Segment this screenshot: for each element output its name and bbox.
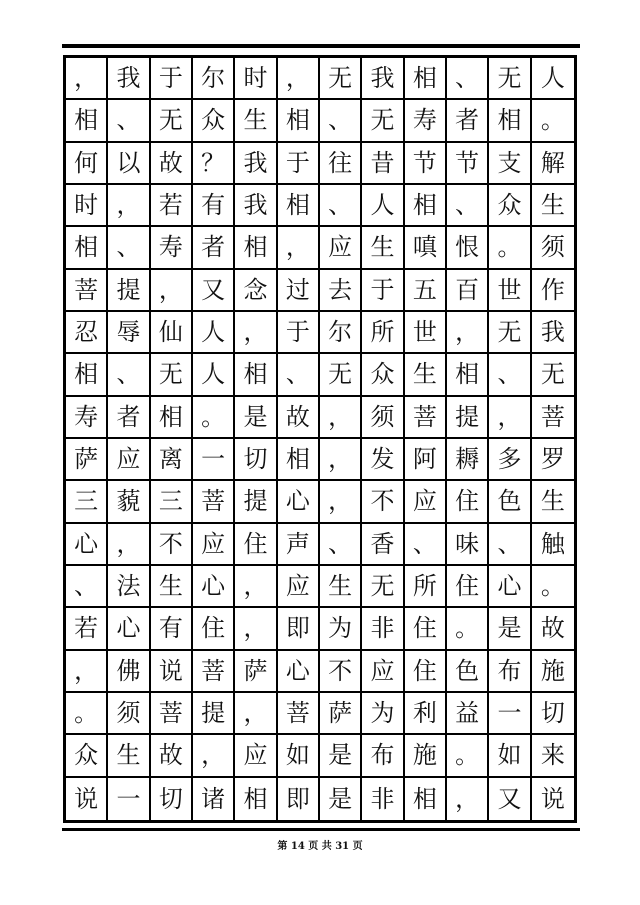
grid-cell: 应: [278, 566, 320, 608]
grid-cell: 相: [278, 100, 320, 142]
grid-cell: 有: [193, 185, 235, 227]
grid-cell: 即: [278, 608, 320, 650]
grid-cell: 我: [362, 58, 404, 100]
grid-cell: 住: [405, 608, 447, 650]
grid-cell: 相: [66, 354, 108, 396]
grid-cell: 我: [532, 312, 574, 354]
grid-cell: 心: [108, 608, 150, 650]
grid-cell: 者: [108, 397, 150, 439]
grid-cell: 去: [320, 270, 362, 312]
grid-cell: 嗔: [405, 227, 447, 269]
grid-cell: 寿: [405, 100, 447, 142]
grid-cell: 世: [405, 312, 447, 354]
grid-cell: 生: [151, 566, 193, 608]
grid-cell: 若: [151, 185, 193, 227]
grid-cell: 者: [447, 100, 489, 142]
grid-cell: ，: [108, 185, 150, 227]
grid-cell: ，: [108, 524, 150, 566]
grid-cell: 法: [108, 566, 150, 608]
grid-cell: 为: [362, 693, 404, 735]
grid-cell: 尔: [193, 58, 235, 100]
grid-cell: 如: [278, 735, 320, 777]
grid-cell: 所: [405, 566, 447, 608]
grid-cell: 尔: [320, 312, 362, 354]
grid-cell: 生: [532, 185, 574, 227]
grid-cell: 来: [532, 735, 574, 777]
grid-cell: 利: [405, 693, 447, 735]
grid-cell: 无: [489, 58, 531, 100]
grid-cell: 无: [532, 354, 574, 396]
grid-cell: 菩: [405, 397, 447, 439]
grid-cell: 、: [108, 227, 150, 269]
grid-cell: 心: [193, 566, 235, 608]
page-number: 第 14 页 共 31 页: [277, 841, 363, 852]
grid-cell: 提: [447, 397, 489, 439]
grid-cell: 过: [278, 270, 320, 312]
top-rule: [62, 44, 580, 48]
grid-cell: 一: [489, 693, 531, 735]
grid-cell: 心: [66, 524, 108, 566]
grid-cell: 于: [362, 270, 404, 312]
grid-cell: 施: [532, 651, 574, 693]
grid-cell: 支: [489, 143, 531, 185]
grid-cell: 住: [447, 481, 489, 523]
grid-cell: 、: [320, 100, 362, 142]
grid-cell: 触: [532, 524, 574, 566]
grid-cell: ，: [235, 608, 277, 650]
grid-cell: 相: [235, 778, 277, 820]
grid-cell: 说: [540, 784, 565, 813]
grid-cell: 色: [447, 651, 489, 693]
grid-cell: 无: [320, 354, 362, 396]
grid-cell: 节: [447, 143, 489, 185]
grid-cell: 相: [235, 354, 277, 396]
grid-cell: 故: [532, 608, 574, 650]
grid-cell: 即: [278, 778, 320, 820]
grid-cell: 相: [405, 778, 447, 820]
grid-cell: 说: [151, 651, 193, 693]
grid-cell: 菩: [193, 481, 235, 523]
grid-cell: 生: [405, 354, 447, 396]
grid-cell: 耨: [447, 439, 489, 481]
grid-cell: 声: [278, 524, 320, 566]
grid-cell: 切: [151, 778, 193, 820]
grid-cell: 离: [151, 439, 193, 481]
grid-cell: 故: [278, 397, 320, 439]
grid-cell: 相: [151, 397, 193, 439]
grid-cell: 相: [66, 100, 108, 142]
grid-cell: 布: [489, 651, 531, 693]
grid-cell: 所: [362, 312, 404, 354]
grid-cell: 于: [278, 312, 320, 354]
grid-cell: 是: [235, 397, 277, 439]
grid-cell: 三: [66, 481, 108, 523]
grid-cell: 众: [66, 735, 108, 777]
grid-cell: 切: [532, 693, 574, 735]
grid-cell: 解: [532, 143, 574, 185]
grid-cell: 无: [151, 354, 193, 396]
grid-cell: 应: [108, 439, 150, 481]
grid-cell: 住: [447, 566, 489, 608]
grid-cell: 生: [532, 481, 574, 523]
grid-cell: 应: [193, 524, 235, 566]
grid-cell: 众: [489, 185, 531, 227]
grid-cell: ，: [235, 693, 277, 735]
grid-cell: 相: [235, 227, 277, 269]
grid-cell: 菩: [66, 270, 108, 312]
grid-cell: ，: [235, 312, 277, 354]
grid-cell: 、: [278, 354, 320, 396]
grid-cell: 我: [235, 143, 277, 185]
grid-cell: 。: [489, 227, 531, 269]
grid-cell: 时: [66, 185, 108, 227]
grid-cell: 相: [405, 185, 447, 227]
grid-cell: ，: [489, 397, 531, 439]
grid-cell: 若: [66, 608, 108, 650]
grid-cell: 无: [362, 566, 404, 608]
grid-cell: ，: [320, 439, 362, 481]
grid-cell: 菩: [278, 693, 320, 735]
grid-cell: 是: [320, 778, 362, 820]
grid-cell: 罗: [532, 439, 574, 481]
grid-cell: 寿: [151, 227, 193, 269]
grid-cell: 世: [489, 270, 531, 312]
grid-cell: 故: [151, 143, 193, 185]
grid-cell: 、: [489, 354, 531, 396]
grid-cell: 。: [447, 608, 489, 650]
grid-cell: 无: [151, 100, 193, 142]
grid-cell: 作: [532, 270, 574, 312]
grid-cell: 生: [108, 735, 150, 777]
grid-cell: 我: [108, 58, 150, 100]
grid-cell: 相: [278, 185, 320, 227]
grid-cell: 住: [193, 608, 235, 650]
grid-cell: 相: [405, 58, 447, 100]
grid-cell: ，: [66, 651, 108, 693]
grid-cell: ，: [447, 778, 489, 820]
grid-cell: 菩: [193, 651, 235, 693]
grid-cell: 相: [489, 100, 531, 142]
grid-cell: 萨: [320, 693, 362, 735]
grid-cell: 不: [151, 524, 193, 566]
grid-cell: 多: [489, 439, 531, 481]
grid-cell: 相: [278, 439, 320, 481]
grid-cell: 提: [193, 693, 235, 735]
grid-cell: 、: [320, 185, 362, 227]
grid-cell: 又: [489, 778, 531, 820]
grid-cell: 须: [108, 693, 150, 735]
grid-cell: 为: [320, 608, 362, 650]
grid-cell: 藐: [108, 481, 150, 523]
grid-cell: 相: [447, 354, 489, 396]
grid-cell: 应: [405, 481, 447, 523]
grid-cell: 应: [235, 735, 277, 777]
grid-cell: 阿: [405, 439, 447, 481]
grid-cell: 说: [66, 778, 108, 820]
grid-cell: ？: [193, 143, 235, 185]
grid-cell: 生: [362, 227, 404, 269]
grid-cell: 一: [193, 439, 235, 481]
grid-cell: 。: [447, 735, 489, 777]
grid-cell: 昔: [362, 143, 404, 185]
grid-cell: 人: [193, 354, 235, 396]
grid-cell: 忍: [66, 312, 108, 354]
grid-cell: 色: [489, 481, 531, 523]
grid-cell: 无: [489, 312, 531, 354]
calligraphy-grid: [63, 55, 577, 823]
grid-cell: 施: [405, 735, 447, 777]
grid-cell: 何: [66, 143, 108, 185]
grid-cell: 益: [447, 693, 489, 735]
grid-cell: 无: [362, 100, 404, 142]
grid-cell: 恨: [447, 227, 489, 269]
grid-cell: 、: [108, 100, 150, 142]
grid-cell: ，: [278, 227, 320, 269]
grid-cell: 者: [193, 227, 235, 269]
grid-cell: 住: [235, 524, 277, 566]
grid-cell: 节: [405, 143, 447, 185]
grid-cell: 应: [362, 651, 404, 693]
grid-cell: 生: [235, 100, 277, 142]
grid-cell: 诸: [193, 778, 235, 820]
grid-cell: 是: [320, 735, 362, 777]
grid-cell: 人: [193, 312, 235, 354]
grid-cell: 。: [66, 693, 108, 735]
grid-cell: 三: [151, 481, 193, 523]
grid-cell: 众: [193, 100, 235, 142]
grid-cell: 不: [320, 651, 362, 693]
grid-cell: 故: [151, 735, 193, 777]
grid-cell: 仙: [151, 312, 193, 354]
grid-cell: 辱: [108, 312, 150, 354]
grid-cell: 须: [362, 397, 404, 439]
grid-cell: 五: [405, 270, 447, 312]
grid-cell: ，: [66, 58, 108, 100]
grid-cell: 非: [362, 608, 404, 650]
grid-cell: 应: [320, 227, 362, 269]
grid-cell: 非: [362, 778, 404, 820]
grid-cell: ，: [278, 58, 320, 100]
grid-cell: 又: [193, 270, 235, 312]
grid-cell: 心: [278, 651, 320, 693]
grid-cell: 心: [489, 566, 531, 608]
grid-cell: 萨: [66, 439, 108, 481]
grid-cell: ，: [320, 397, 362, 439]
grid-cell: 人: [362, 185, 404, 227]
grid-cell: 于: [278, 143, 320, 185]
grid-cell: ，: [320, 481, 362, 523]
grid-cell: 、: [447, 58, 489, 100]
grid-cell: 往: [320, 143, 362, 185]
grid-cell: 萨: [235, 651, 277, 693]
grid-cell: 一: [108, 778, 150, 820]
grid-cell: 提: [108, 270, 150, 312]
grid-cell: ，: [193, 735, 235, 777]
grid-cell: 。: [532, 100, 574, 142]
grid-cell: 百: [447, 270, 489, 312]
grid-cell: 有: [151, 608, 193, 650]
grid-cell: 香: [362, 524, 404, 566]
grid-cell: 念: [235, 270, 277, 312]
grid-cell: ，: [151, 270, 193, 312]
grid-cell: 无: [320, 58, 362, 100]
grid-cell: 。: [193, 397, 235, 439]
grid-cell: 是: [489, 608, 531, 650]
grid-cell: 菩: [532, 397, 574, 439]
grid-cell: 不: [362, 481, 404, 523]
grid-cell: 以: [108, 143, 150, 185]
grid-cell: 生: [320, 566, 362, 608]
grid-cell: 发: [362, 439, 404, 481]
grid-cell: 须: [532, 227, 574, 269]
grid-cell: 、: [108, 354, 150, 396]
grid-cell: 住: [405, 651, 447, 693]
grid-cell: 心: [278, 481, 320, 523]
grid-cell: 相: [66, 227, 108, 269]
grid-cell: 。: [532, 566, 574, 608]
grid-cell: 、: [447, 185, 489, 227]
grid-cell: 人: [532, 58, 574, 100]
grid-cell: 如: [489, 735, 531, 777]
grid-cell: 切: [235, 439, 277, 481]
grid-cell: 味: [447, 524, 489, 566]
grid-cell: ，: [235, 566, 277, 608]
grid-cell: 、: [489, 524, 531, 566]
grid-cell: 于: [151, 58, 193, 100]
grid-cell: 、: [66, 566, 108, 608]
grid-cell: 、: [320, 524, 362, 566]
grid-cell: 菩: [151, 693, 193, 735]
grid-cell: 佛: [108, 651, 150, 693]
grid-cell: 布: [362, 735, 404, 777]
grid-cell: 时: [235, 58, 277, 100]
grid-cell: 寿: [66, 397, 108, 439]
bottom-rule: [62, 828, 580, 831]
grid-cell: 提: [235, 481, 277, 523]
grid-cell: 众: [362, 354, 404, 396]
grid-cell: 我: [235, 185, 277, 227]
grid-cell: ，: [447, 312, 489, 354]
grid-cell: 、: [405, 524, 447, 566]
